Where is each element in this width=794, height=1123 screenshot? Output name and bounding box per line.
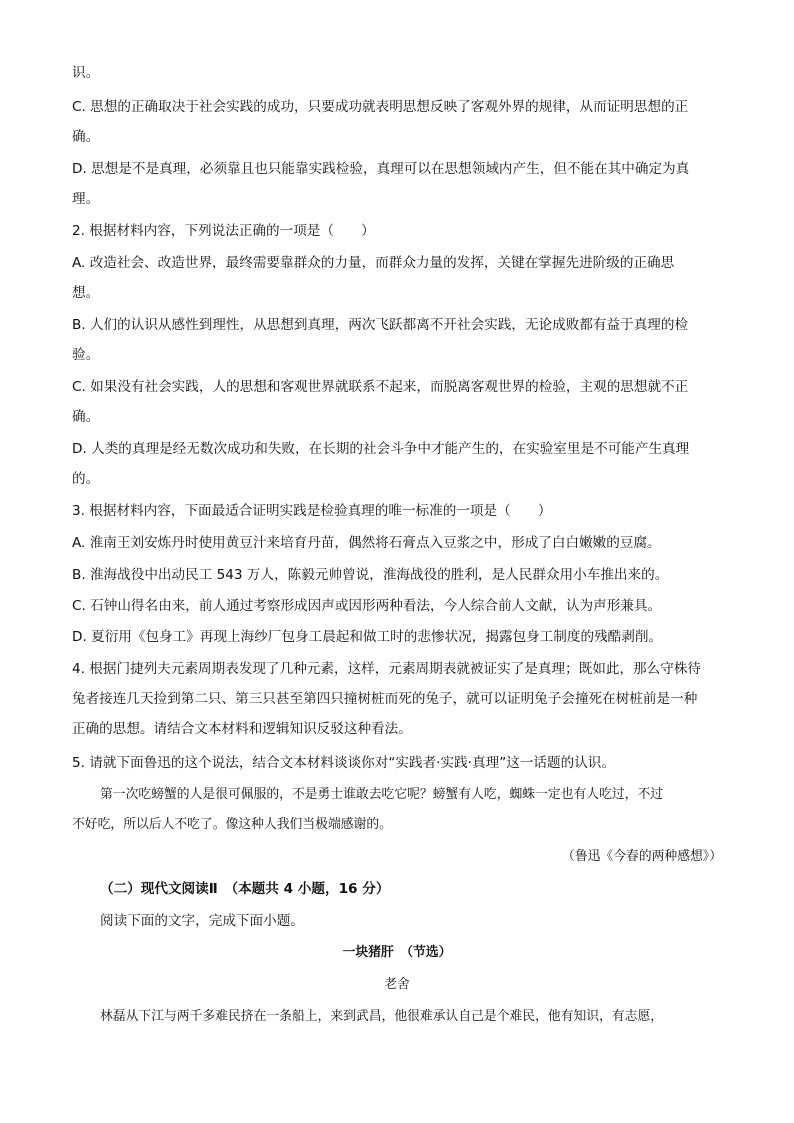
q3-option-d: D. 夏衍用《包身工》再现上海纱厂包身工晨起和做工时的悲惨状况，揭露包身工制度的残酷剥削。 <box>72 629 663 645</box>
section-heading: （二）现代文阅读Ⅱ （本题共 4 小题，16 分） <box>100 881 390 897</box>
q2-option-d-line1: D. 人类的真理是经无数次成功和失败，在长期的社会斗争中才能产生的，在实验室里是不可能产生真理 <box>72 441 690 457</box>
q2-option-a-line1: A. 改造社会、改造世界，最终需要靠群众的力量，而群众力量的发挥，关键在掌握先进阶级的正确思 <box>72 255 675 271</box>
q1-option-c-line2: 确。 <box>72 129 100 145</box>
q4-line3: 正确的思想。请结合文本材料和逻辑知识反驳这种看法。 <box>72 721 412 737</box>
q5-stem: 5. 请就下面鲁迅的这个说法，结合文本材料谈谈你对“实践者·实践·真理”这一话题的认识。 <box>72 755 615 771</box>
q2-option-d-line2: 的。 <box>72 471 100 487</box>
q3-stem: 3. 根据材料内容，下面最适合证明实践是检验真理的唯一标准的一项是（ ） <box>72 503 552 519</box>
q2-option-b-line2: 验。 <box>72 347 100 363</box>
q2-stem: 2. 根据材料内容，下列说法正确的一项是（ ） <box>72 223 375 239</box>
article-title: 一块猪肝 （节选） <box>342 945 452 960</box>
section-instruction: 阅读下面的文字，完成下面小题。 <box>100 913 304 929</box>
q1-option-d-line1: D. 思想是不是真理，必须靠且也只能靠实践检验，真理可以在思想领域内产生，但不能在其中确定为真 <box>72 161 690 177</box>
quote-source: （鲁迅《今春的两种感想》） <box>562 849 722 864</box>
q2-option-c-line1: C. 如果没有社会实践，人的思想和客观世界就联系不起来，而脱离客观世界的检验，主观的思想就不正 <box>72 379 689 395</box>
q3-option-c: C. 石钟山得名由来，前人通过考察形成因声或因形两种看法，今人综合前人文献，认为声形兼具。 <box>72 598 662 614</box>
q1-option-c-line1: C. 思想的正确取决于社会实践的成功，只要成功就表明思想反映了客观外界的规律，从而证明思想的正 <box>72 99 689 115</box>
q3-option-a: A. 淮南王刘安炼丹时使用黄豆汁来培育丹苗，偶然将石膏点入豆浆之中，形成了白白嫩嫩的豆腐。 <box>72 535 661 551</box>
q4-line2: 兔者接连几天捡到第二只、第三只甚至第四只撞树桩而死的兔子，就可以证明兔子会撞死在树桩前是一种 <box>72 691 698 707</box>
q1-option-b-tail: 识。 <box>72 65 100 81</box>
article-author: 老舍 <box>384 977 410 992</box>
q2-option-b-line1: B. 人们的认识从感性到理性，从思想到真理，两次飞跃都离不开社会实践，无论成败都有益于真理的检 <box>72 317 689 333</box>
quote-line2: 不好吃，所以后人不吃了。像这种人我们当极端感谢的。 <box>72 817 392 832</box>
q2-option-c-line2: 确。 <box>72 409 100 425</box>
q2-option-a-line2: 想。 <box>72 285 100 301</box>
q4-line1: 4. 根据门捷列夫元素周期表发现了几种元素，这样，元素周期表就被证实了是真理；既如此，那么守株待 <box>72 661 702 677</box>
article-first-line: 林磊从下江与两千多难民挤在一条船上，来到武昌，他很难承认自己是个难民，他有知识，有志愿， <box>100 1009 664 1024</box>
quote-line1: 第一次吃螃蟹的人是很可佩服的，不是勇士谁敢去吃它呢？螃蟹有人吃，蜘蛛一定也有人吃过，不过 <box>100 787 664 802</box>
q1-option-d-line2: 理。 <box>72 191 100 207</box>
q3-option-b: B. 淮海战役中出动民工 543 万人，陈毅元帅曾说，淮海战役的胜利，是人民群众用小车推出来的。 <box>72 567 669 583</box>
